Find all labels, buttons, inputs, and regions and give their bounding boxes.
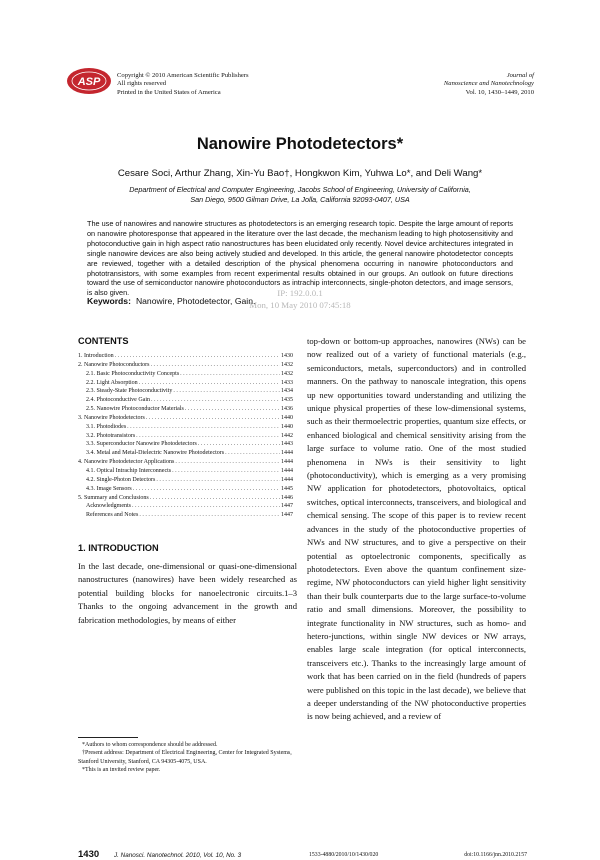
journal-citation: J. Nanosci. Nanotechnol. 2010, Vol. 10, No. 3 — [114, 852, 242, 859]
footnote: †Present address: Department of Electrical Engineering, Center for Integrated Systems, Stanford University, Stanford, CA 94305-4075, USA. — [78, 750, 292, 765]
keywords-value: Nanowire, Photodetector, Gain. — [135, 296, 256, 306]
toc-entry[interactable]: Acknowledgments . . . 1447 — [78, 502, 293, 511]
copyright-block — [117, 72, 249, 97]
copyright: Copyright © 2010 American Scientific Publishers — [117, 72, 249, 79]
volume: Vol. 10, 1430–1449, 2010 — [465, 88, 534, 96]
affiliation-line1: Department of Electrical and Computer Engineering, Jacobs School of Engineering, University of California, — [129, 185, 471, 194]
logo-text: ASP — [77, 76, 101, 88]
toc-entry[interactable]: 3.2. Phototransistors . . . 1442 — [78, 432, 293, 441]
toc-entry[interactable]: 4.1. Optical Intrachip Interconnects . . . 1444 — [78, 467, 293, 476]
footnotes — [78, 741, 297, 774]
contents-heading: CONTENTS — [78, 336, 129, 346]
asp-logo — [66, 67, 112, 95]
toc-entry[interactable]: 2. Nanowire Photoconductors . . . 1432 — [78, 361, 293, 370]
toc-entry[interactable]: 3. Nanowire Photodetectors . . . 1440 — [78, 414, 293, 423]
toc-entry[interactable]: References and Notes . . . 1447 — [78, 511, 293, 520]
right-column-text: top-down or bottom-up approaches, nanowires (NWs) can be now realized out of a variety of functional materials (e.g., semiconductors, metals, superconductors) and in controlled manners. On the pathway to nanoscale integration, this opens up new opportunities toward understanding and utilizing the unique physical properties of these low-dimensional systems, such as their thermoelectric properties, quantum size effects, or enhanced biological and chemical sensitivity arising from the large surface to volume ratio. One of the most studied phenomena in NWs is their sensitivity to light (photoconductivity), which is emerging as a very promising NW application for photodetectors, photovoltaics, optical switches, optical interconnects, transceivers, and biological and chemical sensing. The scope of this paper is to review recent advances in the study of the photoconductive properties of NWs and NW structures, and to give a perspective on their potential as optoelectronic components, specifically as photodetectors. Even above the quantum confinement size-regime, NW photoconductors can yield higher light sensitivity than their bulk counterparts due to the large surface-to-volume ratio and small dimensions. Moreover, the possibility to integrate functionality in NW structures, such as homo- and hetero-junctions, within single NW devices or NW arrays, enables large scale integration (for optical interconnects, transceivers etc.). Thanks to the increasingly large amount of work that has been carried on in the field (hundreds of papers were published on this topic in the last decade), we believe that a deeper understanding of the NW photoconductive properties is now being achieved, and a review of — [307, 336, 526, 722]
journal-line2: Nanoscience and Nanotechnology — [443, 80, 534, 88]
keywords — [87, 296, 255, 306]
footnote: *Authors to whom correspondence should be addressed. — [82, 742, 218, 748]
toc-entry[interactable]: 5. Summary and Conclusions . . . 1446 — [78, 494, 293, 503]
watermark-ip: IP: 192.0.0.1 — [277, 288, 323, 298]
toc-entry[interactable]: 3.1. Photodiodes . . . 1440 — [78, 423, 293, 432]
printed-in: Printed in the United States of America — [117, 88, 221, 96]
watermark-date: Mon, 10 May 2010 07:45:18 — [249, 299, 351, 310]
journal-line1: Journal of — [506, 72, 534, 79]
toc-entry[interactable]: 4. Nanowire Photodetector Applications . . . 1444 — [78, 458, 293, 467]
page-number: 1430 — [78, 849, 100, 860]
toc-entry[interactable]: 4.3. Image Sensors . . . 1445 — [78, 485, 293, 494]
table-of-contents — [78, 352, 293, 520]
footnote: *This is an invited review paper. — [82, 766, 161, 773]
authors: Cesare Soci, Arthur Zhang, Xin-Yu Bao†, Hongkwon Kim, Yuhwa Lo*, and Deli Wang* — [117, 168, 483, 179]
journal-block — [444, 72, 534, 97]
toc-entry[interactable]: 3.3. Superconductor Nanowire Photodetectors . . . 1443 — [78, 440, 293, 449]
introduction-heading: 1. INTRODUCTION — [78, 543, 159, 553]
toc-entry[interactable]: 2.1. Basic Photoconductivity Concepts . . . 1432 — [78, 370, 293, 379]
toc-entry[interactable]: 2.5. Nanowire Photoconductor Materials . . . 1436 — [78, 405, 293, 414]
rights: All rights reserved — [117, 80, 167, 88]
issn: 1533-4880/2010/10/1430/020 — [309, 852, 379, 858]
toc-entry[interactable]: 2.4. Photoconductive Gain . . . 1435 — [78, 396, 293, 405]
affiliation-line2: San Diego, 9500 Gilman Drive, La Jolla, California 92093-0407, USA — [190, 194, 410, 204]
paper-title: Nanowire Photodetectors* — [196, 135, 404, 153]
abstract: The use of nanowires and nanowire structures as photodetectors is an emerging research topic. Despite the large amount of reports on nanowire photoresponse that appeared in the literature over the last decade, the mechanism leading to high photosensitivity and photoconductive gain in high aspect ratio nanostructures has been elucidated only recently. Novel device architectures integrated in single nanowire devices are also being actively studied and developed. In this article, the general nanowire photodetector concepts are reviewed, together with a detailed description of the physical phenomena occurring in nanowire photoconductors and phototransistors, with some examples from recent experimental results obtained in our groups. An outlook on future directions toward the use of semiconductor nanowire photoconductors as intrachip interconnects, single-photon detectors, and image sensors, is also given. — [87, 219, 513, 298]
toc-entry[interactable]: 1. Introduction . . . 1430 — [78, 352, 293, 361]
toc-entry[interactable]: 2.3. Steady-State Photoconductivity . . . 1434 — [78, 387, 293, 396]
toc-entry[interactable]: 2.2. Light Absorption . . . 1433 — [78, 379, 293, 388]
toc-entry[interactable]: 4.2. Single-Photon Detectors . . . 1444 — [78, 476, 293, 485]
introduction-text: In the last decade, one-dimensional or quasi-one-dimensional nanostructures (nanowires) have been widely researched as potential building blocks for nanoelectronic circuits.1–3 Thanks to the ongoing advancement in the growth and fabrication methodologies, by means of either — [78, 561, 297, 625]
keywords-label: Keywords: — [87, 296, 131, 306]
affiliation — [80, 185, 520, 205]
toc-entry[interactable]: 3.4. Metal and Metal-Dielectric Nanowire Photodetectors . . . 1444 — [78, 449, 293, 458]
footnote-rule — [78, 737, 138, 738]
doi: doi:10.1166/jnn.2010.2157 — [464, 852, 527, 858]
